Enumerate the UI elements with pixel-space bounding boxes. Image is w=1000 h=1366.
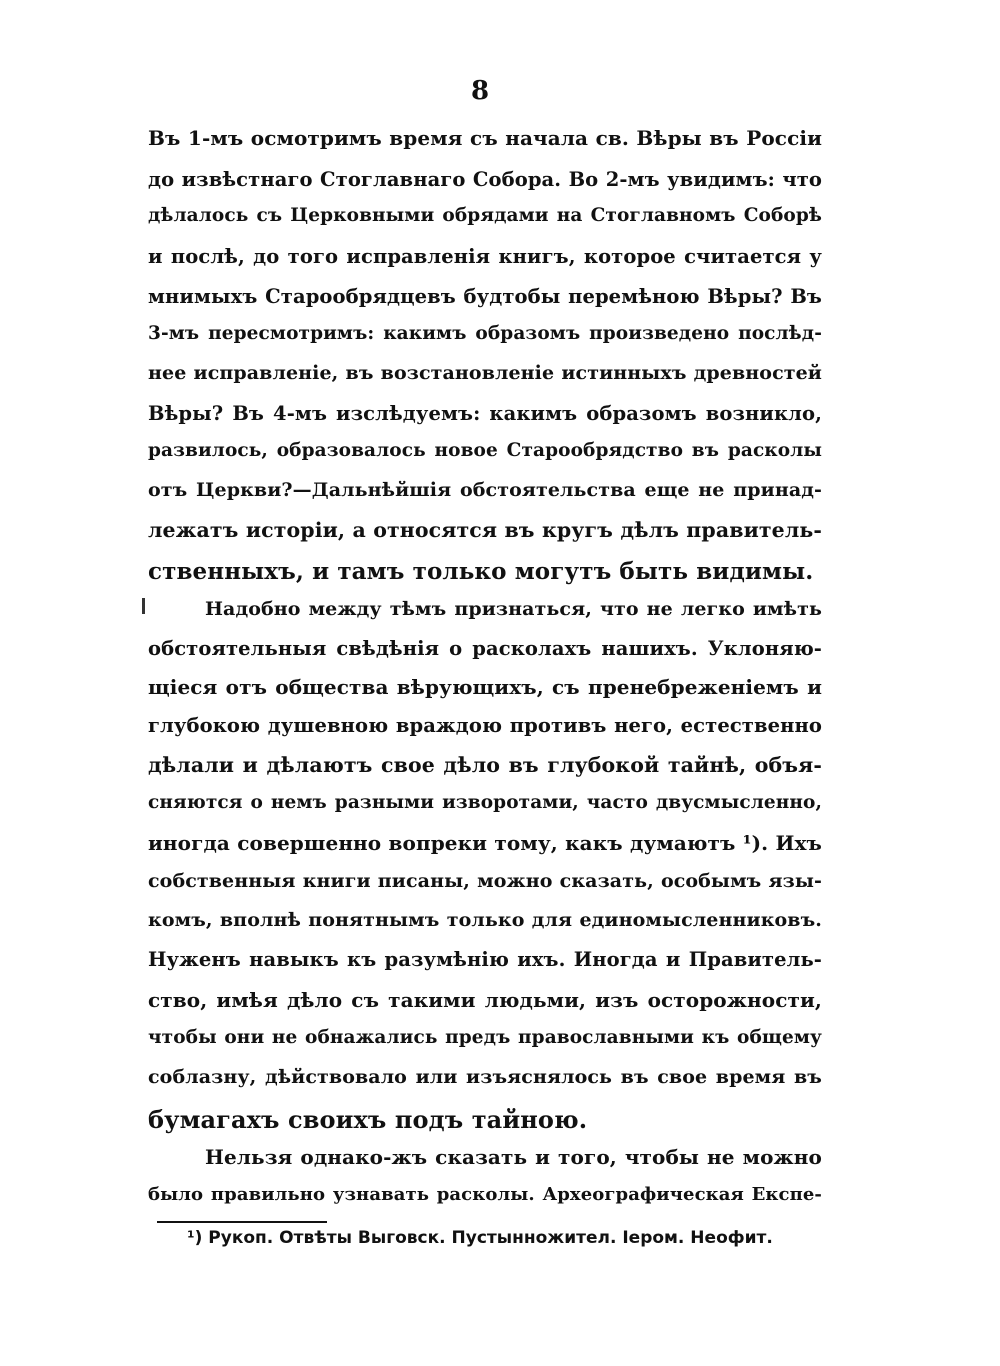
footnote: ¹) Рукоп. Отвѣты Выговск. Пустынножител. Іером. Неофит. (187, 1228, 773, 1248)
text-line: нее исправленіе, въ возстановленіе истинныхъ древностей (148, 362, 822, 384)
text-line: иногда совершенно вопреки тому, какъ думаютъ ¹). Ихъ (148, 831, 822, 855)
text-line: до извѣстнаго Стоглавнаго Собора. Во 2-мъ увидимъ: что (148, 168, 822, 191)
margin-mark (142, 598, 145, 614)
text-line: развилось, образовалось новое Старообрядство въ расколы (148, 440, 822, 461)
text-line: соблазну, дѣйствовало или изъяснялось въ свое время въ (148, 1066, 822, 1088)
text-line: Надобно между тѣмъ признаться, что не легко имѣть (205, 598, 822, 620)
text-line: и послѣ, до того исправленія книгъ, которое считается у (148, 245, 822, 268)
text-line: мнимыхъ Старообрядцевъ будтобы перемѣною Вѣры? Въ (148, 285, 822, 308)
text-line: дѣлалось съ Церковными обрядами на Стоглавномъ Соборѣ (148, 205, 822, 226)
text-line: ство, имѣя дѣло съ такими людьми, изъ осторожности, (148, 988, 822, 1012)
text-line: комъ, вполнѣ понятнымъ только для единомысленниковъ. (148, 909, 822, 931)
text-line: щіеся отъ общества вѣрующихъ, съ пренебреженіемъ и (148, 675, 822, 699)
text-line: Въ 1-мъ осмотримъ время съ начала св. Вѣры въ Россіи (148, 126, 822, 150)
text-line: было правильно узнавать расколы. Археографическая Експе- (148, 1184, 822, 1205)
text-line: чтобы они не обнажались предъ православными къ общему (148, 1027, 822, 1048)
footnote-divider (157, 1221, 327, 1223)
text-line: глубокою душевною враждою противъ него, естественно (148, 714, 822, 737)
text-line: Вѣры? Въ 4-мъ изслѣдуемъ: какимъ образомъ возникло, (148, 402, 822, 425)
text-line: Нельзя однако-жъ сказать и того, чтобы не можно (205, 1145, 822, 1169)
page-number: 8 (470, 76, 490, 106)
text-line: Нуженъ навыкъ къ разумѣнію ихъ. Иногда и Правитель- (148, 948, 822, 971)
text-line: обстоятельныя свѣдѣнія о расколахъ нашихъ. Уклоняю- (148, 637, 822, 660)
text-line: 3-мъ пересмотримъ: какимъ образомъ произведено послѣд- (148, 323, 822, 344)
text-line: отъ Церкви?—Дальнѣйшія обстоятельства еще не принад- (148, 479, 822, 501)
text-line: дѣлали и дѣлаютъ свое дѣло въ глубокой тайнѣ, объя- (148, 753, 822, 777)
text-line: лежатъ исторіи, а относятся въ кругъ дѣлъ правитель- (148, 518, 822, 542)
text-line: ственныхъ, и тамъ только могутъ быть видимы. (148, 558, 814, 585)
text-line: бумагахъ своихъ подъ тайною. (148, 1105, 588, 1134)
text-line: собственныя книги писаны, можно сказать, особымъ язы- (148, 870, 822, 892)
text-line: сняются о немъ разными изворотами, часто двусмысленно, (148, 792, 822, 813)
